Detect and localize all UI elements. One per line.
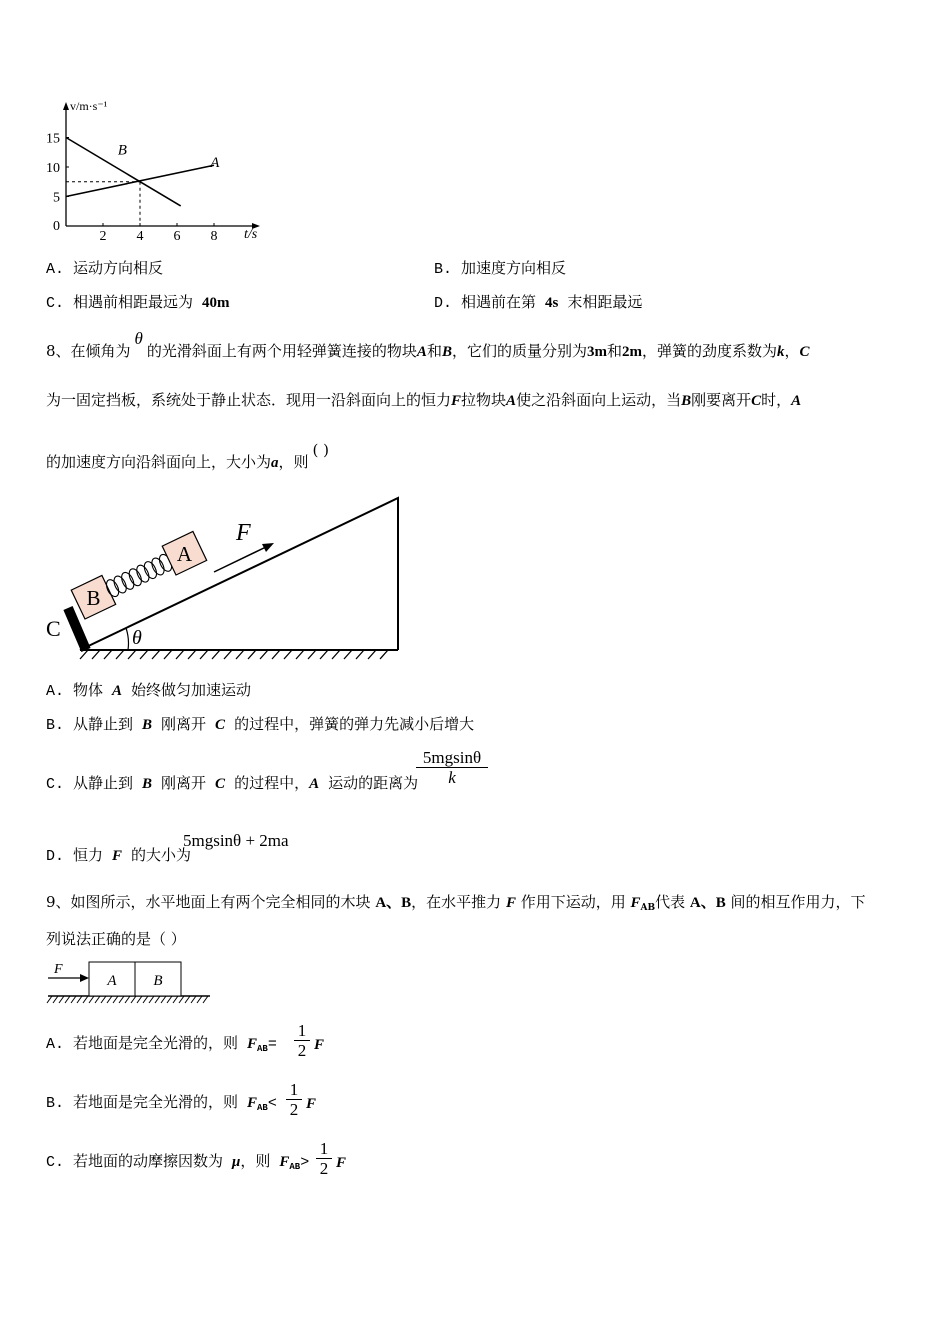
theta-label: θ <box>132 627 142 649</box>
q7-option-b: B. 加速度方向相反 <box>434 261 567 278</box>
spring-coil <box>142 560 159 581</box>
incline-figure <box>40 490 410 665</box>
hatch-mark <box>167 996 172 1003</box>
block-a <box>162 531 206 575</box>
series-label-A: A <box>210 155 220 172</box>
q7-option-a: A. 运动方向相反 <box>46 261 164 278</box>
hatch-mark <box>212 650 220 659</box>
hatch-mark <box>137 996 142 1003</box>
q8-option-a: A. 物体 A 始终做匀加速运动 <box>46 683 252 700</box>
force-arrow <box>214 546 268 572</box>
spring-coil <box>119 571 136 592</box>
label-a: A <box>107 973 117 989</box>
force-arrowhead <box>262 543 274 552</box>
hatch-mark <box>344 650 352 659</box>
hatch-mark <box>356 650 364 659</box>
q9-option-c-tail: F <box>336 1155 347 1171</box>
q9-option-a: A. 若地面是完全光滑的，则 $F_{AB}=$ <box>46 1036 277 1054</box>
q8-line-1: 8、在倾角为θ的光滑斜面上有两个用轻弹簧连接的物块A和B，它们的质量分别为3m和2m，弹簧的劲度系数为k，C <box>46 329 810 360</box>
spring-coil <box>112 574 129 595</box>
q9-option-b-fraction: 1 2 <box>286 1080 302 1119</box>
q9-line-2: 列说法正确的是（ ） <box>46 930 186 948</box>
hatch-mark <box>188 650 196 659</box>
label-f: F <box>236 520 251 546</box>
hatch-mark <box>104 650 112 659</box>
chart-series <box>66 138 220 227</box>
q9-option-c-fraction: 1 2 <box>316 1139 332 1178</box>
q9-option-c: C. 若地面的动摩擦因数为 μ，则 $F_{AB}>$ <box>46 1154 310 1172</box>
hatch-mark <box>332 650 340 659</box>
q9-option-a-fraction: 1 2 <box>294 1021 310 1060</box>
hatch-mark <box>296 650 304 659</box>
series-label-B: B <box>117 142 127 159</box>
hatch-mark <box>368 650 376 659</box>
q8-option-d: D. 恒力 F 的大小为 <box>46 848 192 865</box>
y-axis-arrow <box>63 102 69 110</box>
hatch-mark <box>59 996 64 1003</box>
hatch-mark <box>101 996 106 1003</box>
velocity-time-chart <box>40 90 280 250</box>
hatch-mark <box>248 650 256 659</box>
spring-coil <box>127 567 144 588</box>
x-tick-label: 4 <box>136 229 144 244</box>
blocks-figure <box>44 956 216 1008</box>
ground-hatch <box>80 650 388 659</box>
label-b: B <box>153 973 163 989</box>
push-arrowhead <box>80 974 89 982</box>
hatch-mark <box>224 650 232 659</box>
hatch-mark <box>116 650 124 659</box>
spring <box>104 552 174 598</box>
hatch-mark <box>191 996 196 1003</box>
hatch-mark <box>143 996 148 1003</box>
x-tick-label: 8 <box>210 229 218 244</box>
series-line-A <box>66 165 214 196</box>
hatch-mark <box>203 996 208 1003</box>
hatch-mark <box>77 996 82 1003</box>
hatch-mark <box>71 996 76 1003</box>
q9-option-a-tail: F <box>314 1037 325 1053</box>
hatch-mark <box>179 996 184 1003</box>
hatch-mark <box>65 996 70 1003</box>
q7-option-c: C. 相遇前相距最远为 40m <box>46 295 230 312</box>
hatch-mark <box>284 650 292 659</box>
hatch-mark <box>176 650 184 659</box>
hatch-mark <box>272 650 280 659</box>
hatch-mark <box>200 650 208 659</box>
y-tick-label: 0 <box>53 219 60 234</box>
hatch-mark <box>380 650 388 659</box>
hatch-mark <box>197 996 202 1003</box>
y-tick-label: 10 <box>46 161 60 176</box>
q8-option-c: C. 从静止到 B 刚离开 C 的过程中，A 运动的距离为 <box>46 776 419 793</box>
y-tick-label: 15 <box>46 131 60 147</box>
q8-line-2: 为一固定挡板，系统处于静止状态．现用一沿斜面向上的恒力F拉物块A使之沿斜面向上运动，当B刚要离开C时，A <box>46 391 802 409</box>
y-tick-label: 5 <box>53 190 60 206</box>
hatch-mark <box>152 650 160 659</box>
hatch-mark <box>107 996 112 1003</box>
q9-option-b-tail: F <box>306 1096 317 1112</box>
q8-option-c-fraction: 5mgsinθ k <box>416 748 488 787</box>
q9-line-1: 9、如图所示，水平地面上有两个完全相同的木块 A、B，在水平推力 F 作用下运动，用 $F_{AB}$代表 A、B 间的相互作用力，下 <box>46 893 866 913</box>
hatch-mark <box>95 996 100 1003</box>
block-b <box>71 575 115 619</box>
q8-option-b: B. 从静止到 B 刚离开 C 的过程中，弹簧的弹力先减小后增大 <box>46 717 475 734</box>
chart-axes <box>46 99 260 244</box>
hatch-mark <box>83 996 88 1003</box>
hatch-mark <box>155 996 160 1003</box>
hatch-mark <box>128 650 136 659</box>
hatch-mark <box>173 996 178 1003</box>
label-f: F <box>54 962 63 977</box>
x-tick-label: 6 <box>173 229 181 244</box>
hatch-mark <box>47 996 52 1003</box>
x-axis-label: t/s <box>244 227 258 242</box>
y-axis-label: v/m·s⁻¹ <box>70 99 108 113</box>
hatch-mark <box>131 996 136 1003</box>
hatch-mark <box>320 650 328 659</box>
floor-hatch <box>47 996 208 1003</box>
hatch-mark <box>140 650 148 659</box>
q9-option-b: B. 若地面是完全光滑的，则 $F_{AB}<$ <box>46 1095 277 1113</box>
svg-text:A: A <box>176 542 193 567</box>
hatch-mark <box>125 996 130 1003</box>
hatch-mark <box>308 650 316 659</box>
hatch-mark <box>236 650 244 659</box>
svg-text:B: B <box>86 586 101 611</box>
hatch-mark <box>119 996 124 1003</box>
hatch-mark <box>89 996 94 1003</box>
hatch-mark <box>161 996 166 1003</box>
spring-coil <box>149 556 166 577</box>
hatch-mark <box>92 650 100 659</box>
hatch-mark <box>185 996 190 1003</box>
q8-option-d-expr: 5mgsinθ + 2ma <box>183 831 289 850</box>
hatch-mark <box>149 996 154 1003</box>
theta-arc <box>126 628 128 650</box>
spring-coil <box>134 563 151 584</box>
hatch-mark <box>260 650 268 659</box>
hatch-mark <box>113 996 118 1003</box>
q7-option-d: D. 相遇前在第 4s 末相距最远 <box>434 295 643 312</box>
label-c: C <box>46 616 61 641</box>
hatch-mark <box>53 996 58 1003</box>
x-tick-label: 2 <box>99 229 107 244</box>
q8-line-3: 的加速度方向沿斜面向上，大小为a，则( ) <box>46 441 330 471</box>
hatch-mark <box>164 650 172 659</box>
